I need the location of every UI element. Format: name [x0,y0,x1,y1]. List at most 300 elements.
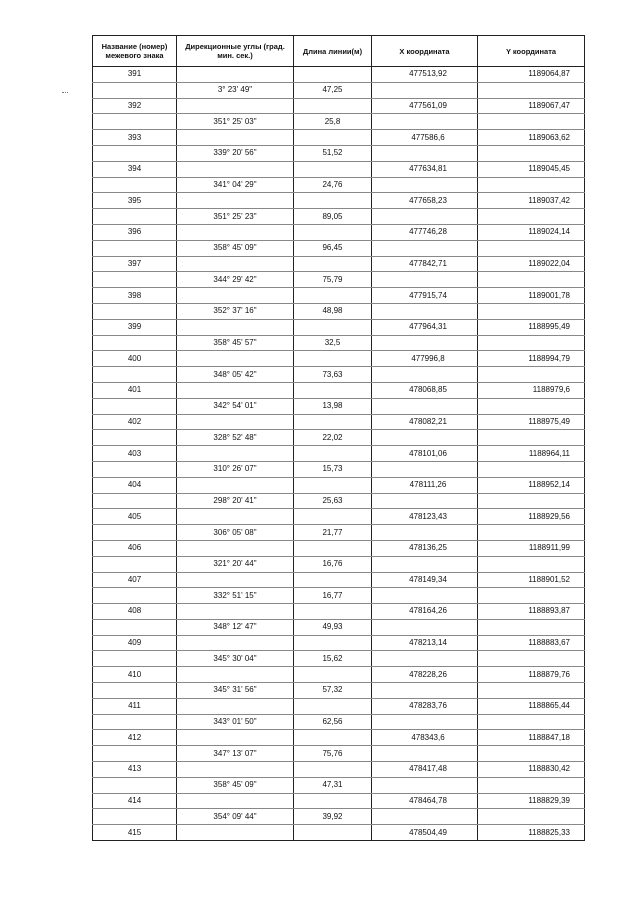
y-coordinate: 1189064,87 [478,67,585,83]
line-length: 47,31 [294,777,372,793]
line-length: 73,63 [294,367,372,383]
empty-cell [372,714,478,730]
empty-cell [372,430,478,446]
empty-cell [294,698,372,714]
y-coordinate: 1188964,11 [478,446,585,462]
segment-row [93,145,585,161]
segment-row [93,525,585,541]
point-row [93,319,585,335]
marker-name: 401 [93,382,177,398]
empty-cell [93,714,177,730]
line-length: 89,05 [294,209,372,225]
line-length: 47,25 [294,82,372,98]
empty-cell [478,809,585,825]
empty-cell [372,367,478,383]
line-length: 51,52 [294,145,372,161]
segment-row [93,714,585,730]
point-row [93,572,585,588]
segment-row [93,209,585,225]
empty-cell [372,177,478,193]
point-row [93,130,585,146]
empty-cell [372,619,478,635]
line-length: 15,62 [294,651,372,667]
empty-cell [177,351,294,367]
empty-cell [294,793,372,809]
segment-row [93,272,585,288]
y-coordinate: 1188929,56 [478,509,585,525]
empty-cell [294,446,372,462]
line-length: 15,73 [294,461,372,477]
scan-mark [62,92,68,94]
empty-cell [93,240,177,256]
bearing-angle: 354° 09' 44" [177,809,294,825]
point-row [93,446,585,462]
empty-cell [93,272,177,288]
marker-name: 395 [93,193,177,209]
line-length: 75,76 [294,746,372,762]
point-row [93,509,585,525]
empty-cell [372,398,478,414]
line-length: 16,77 [294,588,372,604]
x-coordinate: 478504,49 [372,825,478,841]
point-row [93,730,585,746]
empty-cell [372,145,478,161]
point-row [93,667,585,683]
segment-row [93,398,585,414]
y-coordinate: 1188825,33 [478,825,585,841]
x-coordinate: 478101,06 [372,446,478,462]
segment-row [93,82,585,98]
point-row [93,161,585,177]
line-length: 22,02 [294,430,372,446]
empty-cell [93,145,177,161]
bearing-angle: 342° 54' 01" [177,398,294,414]
empty-cell [177,446,294,462]
empty-cell [478,430,585,446]
empty-cell [478,335,585,351]
bearing-angle: 339° 20' 56" [177,145,294,161]
empty-cell [177,224,294,240]
empty-cell [372,461,478,477]
y-coordinate: 1188883,67 [478,635,585,651]
empty-cell [294,604,372,620]
marker-name: 415 [93,825,177,841]
empty-cell [93,82,177,98]
y-coordinate: 1188994,79 [478,351,585,367]
point-row [93,540,585,556]
line-length: 48,98 [294,303,372,319]
x-coordinate: 478283,76 [372,698,478,714]
empty-cell [294,382,372,398]
y-coordinate: 1189037,42 [478,193,585,209]
empty-cell [93,430,177,446]
empty-cell [177,98,294,114]
segment-row [93,683,585,699]
point-row [93,698,585,714]
marker-name: 402 [93,414,177,430]
empty-cell [177,414,294,430]
y-coordinate: 1188901,52 [478,572,585,588]
header-marker-name: Название (номер) межевого знака [93,36,177,67]
empty-cell [93,683,177,699]
empty-cell [177,130,294,146]
line-length: 49,93 [294,619,372,635]
empty-cell [93,303,177,319]
empty-cell [372,303,478,319]
empty-cell [372,82,478,98]
empty-cell [177,319,294,335]
bearing-angle: 348° 12' 47" [177,619,294,635]
point-row [93,477,585,493]
empty-cell [478,367,585,383]
x-coordinate: 478123,43 [372,509,478,525]
table-header [93,36,585,67]
y-coordinate: 1189045,45 [478,161,585,177]
empty-cell [372,777,478,793]
empty-cell [372,240,478,256]
y-coordinate: 1189024,14 [478,224,585,240]
empty-cell [478,82,585,98]
empty-cell [93,177,177,193]
empty-cell [478,588,585,604]
empty-cell [93,588,177,604]
empty-cell [294,67,372,83]
marker-name: 410 [93,667,177,683]
y-coordinate: 1188830,42 [478,762,585,778]
empty-cell [93,114,177,130]
empty-cell [93,809,177,825]
y-coordinate: 1188995,49 [478,319,585,335]
header-row [93,36,585,67]
empty-cell [478,777,585,793]
empty-cell [478,209,585,225]
marker-name: 403 [93,446,177,462]
marker-name: 405 [93,509,177,525]
x-coordinate: 478136,25 [372,540,478,556]
bearing-angle: 345° 31' 56" [177,683,294,699]
empty-cell [478,556,585,572]
line-length: 13,98 [294,398,372,414]
empty-cell [478,461,585,477]
empty-cell [177,161,294,177]
x-coordinate: 477561,09 [372,98,478,114]
empty-cell [478,525,585,541]
empty-cell [294,635,372,651]
bearing-angle: 310° 26' 07" [177,461,294,477]
bearing-angle: 351° 25' 23" [177,209,294,225]
empty-cell [177,193,294,209]
empty-cell [478,714,585,730]
marker-name: 398 [93,288,177,304]
segment-row [93,430,585,446]
empty-cell [93,493,177,509]
empty-cell [294,256,372,272]
empty-cell [478,746,585,762]
x-coordinate: 478417,48 [372,762,478,778]
empty-cell [372,588,478,604]
point-row [93,793,585,809]
x-coordinate: 478068,85 [372,382,478,398]
empty-cell [93,619,177,635]
empty-cell [372,746,478,762]
empty-cell [294,477,372,493]
segment-row [93,588,585,604]
header-y-coordinate: Y координата [478,36,585,67]
x-coordinate: 477746,28 [372,224,478,240]
y-coordinate: 1188911,99 [478,540,585,556]
empty-cell [93,367,177,383]
segment-row [93,651,585,667]
x-coordinate: 477842,71 [372,256,478,272]
empty-cell [177,67,294,83]
marker-name: 406 [93,540,177,556]
empty-cell [177,793,294,809]
line-length: 75,79 [294,272,372,288]
line-length: 24,76 [294,177,372,193]
point-row [93,762,585,778]
empty-cell [93,398,177,414]
line-length: 96,45 [294,240,372,256]
y-coordinate: 1188829,39 [478,793,585,809]
y-coordinate: 1189063,62 [478,130,585,146]
marker-name: 393 [93,130,177,146]
point-row [93,256,585,272]
empty-cell [294,825,372,841]
segment-row [93,556,585,572]
marker-name: 400 [93,351,177,367]
segment-row [93,461,585,477]
empty-cell [177,256,294,272]
marker-name: 412 [93,730,177,746]
x-coordinate: 477586,6 [372,130,478,146]
empty-cell [93,651,177,667]
line-length: 21,77 [294,525,372,541]
empty-cell [294,730,372,746]
segment-row [93,335,585,351]
empty-cell [294,161,372,177]
segment-row [93,240,585,256]
empty-cell [93,777,177,793]
line-length: 57,32 [294,683,372,699]
point-row [93,825,585,841]
segment-row [93,493,585,509]
bearing-angle: 332° 51' 15" [177,588,294,604]
segment-row [93,619,585,635]
marker-name: 391 [93,67,177,83]
empty-cell [372,272,478,288]
empty-cell [294,130,372,146]
y-coordinate: 1188847,18 [478,730,585,746]
x-coordinate: 478082,21 [372,414,478,430]
table-body [93,67,585,841]
bearing-angle: 352° 37' 16" [177,303,294,319]
bearing-angle: 358° 45' 57" [177,335,294,351]
bearing-angle: 328° 52' 48" [177,430,294,446]
point-row [93,414,585,430]
empty-cell [478,683,585,699]
x-coordinate: 478464,78 [372,793,478,809]
bearing-angle: 298° 20' 41" [177,493,294,509]
empty-cell [177,540,294,556]
bearing-angle: 344° 29' 42" [177,272,294,288]
marker-name: 414 [93,793,177,809]
marker-name: 396 [93,224,177,240]
line-length: 25,8 [294,114,372,130]
segment-row [93,303,585,319]
marker-name: 411 [93,698,177,714]
empty-cell [372,335,478,351]
empty-cell [93,209,177,225]
boundary-markers-table [92,35,585,841]
empty-cell [294,540,372,556]
empty-cell [294,414,372,430]
x-coordinate: 477964,31 [372,319,478,335]
line-length: 16,76 [294,556,372,572]
bearing-angle: 351° 25' 03" [177,114,294,130]
empty-cell [294,98,372,114]
point-row [93,224,585,240]
empty-cell [177,509,294,525]
y-coordinate: 1188975,49 [478,414,585,430]
marker-name: 413 [93,762,177,778]
empty-cell [478,398,585,414]
empty-cell [93,556,177,572]
bearing-angle: 341° 04' 29" [177,177,294,193]
empty-cell [372,683,478,699]
bearing-angle: 321° 20' 44" [177,556,294,572]
empty-cell [294,193,372,209]
y-coordinate: 1188865,44 [478,698,585,714]
segment-row [93,114,585,130]
x-coordinate: 477658,23 [372,193,478,209]
bearing-angle: 343° 01' 50" [177,714,294,730]
marker-name: 397 [93,256,177,272]
empty-cell [372,809,478,825]
marker-name: 407 [93,572,177,588]
line-length: 62,56 [294,714,372,730]
empty-cell [177,477,294,493]
empty-cell [177,730,294,746]
y-coordinate: 1189022,04 [478,256,585,272]
point-row [93,351,585,367]
point-row [93,193,585,209]
empty-cell [177,667,294,683]
bearing-angle: 345° 30' 04" [177,651,294,667]
empty-cell [177,604,294,620]
empty-cell [177,698,294,714]
marker-name: 394 [93,161,177,177]
bearing-angle: 347° 13' 07" [177,746,294,762]
marker-name: 408 [93,604,177,620]
empty-cell [478,493,585,509]
empty-cell [93,746,177,762]
empty-cell [372,651,478,667]
line-length: 39,92 [294,809,372,825]
point-row [93,635,585,651]
x-coordinate: 477513,92 [372,67,478,83]
x-coordinate: 478149,34 [372,572,478,588]
segment-row [93,746,585,762]
empty-cell [478,651,585,667]
x-coordinate: 478213,14 [372,635,478,651]
header-bearing: Дирекционные углы (град. мин. сек.) [177,36,294,67]
x-coordinate: 477634,81 [372,161,478,177]
bearing-angle: 3° 23' 49" [177,82,294,98]
bearing-angle: 358° 45' 09" [177,777,294,793]
y-coordinate: 1188979,6 [478,382,585,398]
empty-cell [177,762,294,778]
empty-cell [478,145,585,161]
x-coordinate: 478228,26 [372,667,478,683]
segment-row [93,777,585,793]
empty-cell [372,493,478,509]
x-coordinate: 478111,26 [372,477,478,493]
empty-cell [177,635,294,651]
empty-cell [177,572,294,588]
empty-cell [478,272,585,288]
empty-cell [294,509,372,525]
empty-cell [294,319,372,335]
empty-cell [294,224,372,240]
segment-row [93,809,585,825]
empty-cell [478,303,585,319]
empty-cell [177,382,294,398]
empty-cell [93,335,177,351]
empty-cell [93,525,177,541]
header-x-coordinate: X координата [372,36,478,67]
y-coordinate: 1188893,87 [478,604,585,620]
empty-cell [478,177,585,193]
empty-cell [294,288,372,304]
y-coordinate: 1188952,14 [478,477,585,493]
empty-cell [177,825,294,841]
point-row [93,604,585,620]
x-coordinate: 478164,26 [372,604,478,620]
empty-cell [294,351,372,367]
empty-cell [478,619,585,635]
segment-row [93,367,585,383]
bearing-angle: 306° 05' 08" [177,525,294,541]
empty-cell [478,114,585,130]
empty-cell [478,240,585,256]
empty-cell [177,288,294,304]
point-row [93,288,585,304]
empty-cell [294,572,372,588]
empty-cell [372,525,478,541]
x-coordinate: 477915,74 [372,288,478,304]
point-row [93,67,585,83]
y-coordinate: 1189067,47 [478,98,585,114]
empty-cell [372,209,478,225]
bearing-angle: 348° 05' 42" [177,367,294,383]
empty-cell [372,556,478,572]
y-coordinate: 1189001,78 [478,288,585,304]
line-length: 25,63 [294,493,372,509]
marker-name: 392 [93,98,177,114]
empty-cell [294,667,372,683]
point-row [93,98,585,114]
header-line-length: Длина линии(м) [294,36,372,67]
bearing-angle: 358° 45' 09" [177,240,294,256]
point-row [93,382,585,398]
line-length: 32,5 [294,335,372,351]
empty-cell [93,461,177,477]
empty-cell [294,762,372,778]
segment-row [93,177,585,193]
marker-name: 399 [93,319,177,335]
marker-name: 409 [93,635,177,651]
empty-cell [372,114,478,130]
